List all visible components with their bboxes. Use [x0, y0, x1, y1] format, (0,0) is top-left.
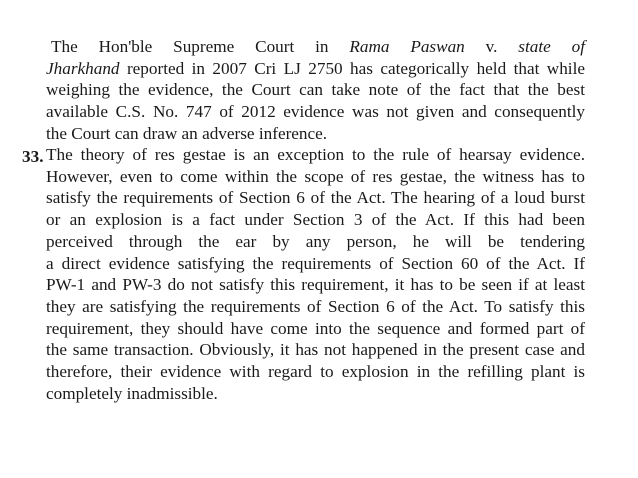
paragraph-line: weighing the evidence, the Court can take note of the fact that the best: [46, 80, 585, 100]
case-party-state: Jharkhand: [46, 58, 120, 78]
paragraph-line: The theory of res gestae is an exception to the rule of hearsay evidence.: [46, 145, 585, 164]
paragraph-line: they are satisfying the requirements of Section 6 of the Act. To satisfy this: [46, 296, 585, 316]
paragraph-line: satisfy the requirements of Section 6 of the Act. The hearing of a loud burst: [46, 188, 585, 208]
paragraph-line: the same transaction. Obviously, it has not happened in the present case and: [46, 340, 585, 360]
case-name: Rama Paswan: [349, 37, 465, 56]
case-party: state of: [518, 37, 585, 56]
paragraph-number: 33.: [22, 147, 44, 166]
paragraph-line: or an explosion is a fact under Section 3 of the Act. If this had been: [46, 210, 585, 230]
paragraph-line: therefore, their evidence with regard to explosion in the refilling plant is: [46, 362, 585, 382]
paragraph-line: the Court can draw an adverse inference.: [46, 123, 328, 143]
paragraph-rama-paswan: [46, 36, 585, 145]
paragraph-res-gestae: [46, 144, 585, 404]
paragraph-line: completely inadmissible.: [46, 383, 218, 403]
paragraph-line: PW-1 and PW-3 do not satisfy this requirement, it has to be seen if at least: [46, 275, 585, 295]
paragraph-line: perceived through the ear by any person, he will be tendering: [46, 231, 585, 251]
paragraph-line: The Hon'ble Supreme Court in Rama Paswan v. state of: [51, 37, 585, 56]
paragraph-line: a direct evidence satisfying the requirements of Section 60 of the Act. If: [46, 253, 585, 273]
paragraph-line: requirement, they should have come into the sequence and formed part of: [46, 318, 585, 338]
paragraph-line: However, even to come within the scope of res gestae, the witness has to: [46, 166, 585, 186]
paragraph-line: Jharkhand reported in 2007 Cri LJ 2750 has categorically held that while: [46, 58, 585, 78]
paragraph-line: available C.S. No. 747 of 2012 evidence was not given and consequently: [46, 102, 585, 122]
